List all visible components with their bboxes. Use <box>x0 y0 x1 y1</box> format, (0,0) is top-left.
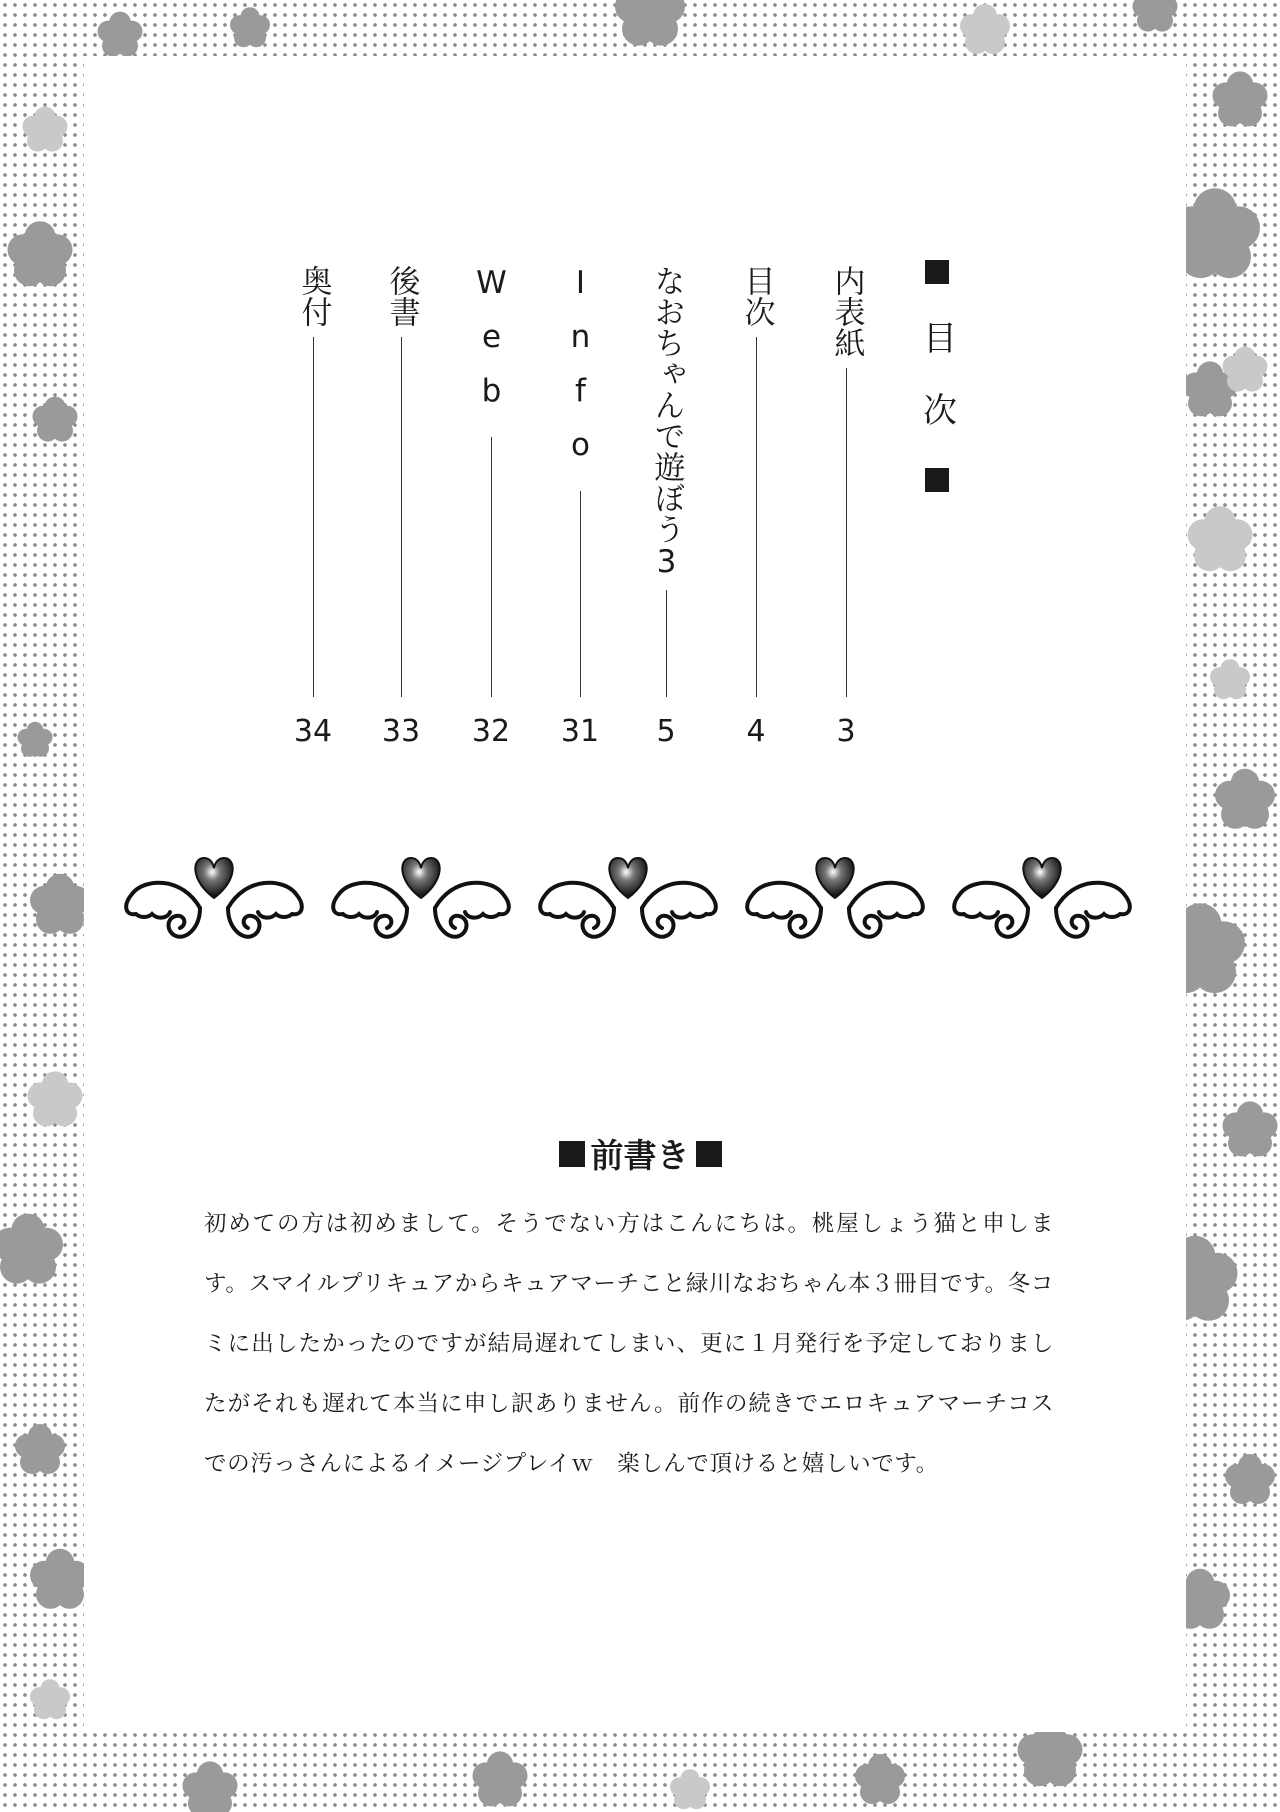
winged-heart-icon <box>534 850 722 950</box>
toc-leader-line <box>313 337 314 697</box>
toc-leader-line <box>401 337 402 697</box>
toc-entry-label: 後書 <box>383 265 420 327</box>
winged-heart-icon <box>120 850 308 950</box>
heading-square-top <box>925 260 949 284</box>
toc-entry-page: 3 <box>836 714 856 749</box>
toc-entry[interactable] <box>640 265 692 747</box>
toc-leader-line <box>756 337 757 697</box>
winged-heart-icon <box>327 850 515 950</box>
heading-square-bottom <box>925 468 949 492</box>
toc-entry-page: 31 <box>560 714 600 749</box>
toc-entry-label: 内表紙 <box>828 265 865 358</box>
winged-heart-icon <box>741 850 929 950</box>
toc-entry-label: Info <box>562 265 599 481</box>
toc-entry[interactable] <box>820 265 872 747</box>
toc-entry-page: 34 <box>293 714 333 749</box>
winged-heart-icon <box>948 850 1136 950</box>
toc-entry-label: 目次 <box>738 265 775 327</box>
foreword-body: 初めての方は初めまして。そうでない方はこんにちは。桃屋しょう猫と申します。スマイルプリキュアからキュアマーチこと緑川なおちゃん本３冊目です。冬コミに出したかったのですが結局遅れてしまい、更に１月発行を予定しておりましたがそれも遅れて本当に申し訳ありません。前作の続きでエロキュアマーチコスでの汚っさんによるイメージプレイｗ 楽しんで頂けると嬉しいです。 <box>204 1211 1054 1477</box>
foreword-title: 前書き <box>590 1136 690 1175</box>
toc-entry-page: 32 <box>471 714 511 749</box>
toc-entry-page: 5 <box>656 714 676 749</box>
toc-entry[interactable] <box>287 265 339 747</box>
toc-leader-line <box>846 368 847 697</box>
foreword-heading <box>0 1130 1280 1177</box>
toc-entry[interactable] <box>730 265 782 747</box>
toc-heading <box>912 260 962 492</box>
toc-entry[interactable] <box>554 265 606 747</box>
winged-heart-row <box>120 850 1136 950</box>
toc-leader-line <box>491 437 492 697</box>
toc-leader-line <box>666 590 667 697</box>
toc-entry-label: Web <box>473 265 510 427</box>
toc-entry-page: 4 <box>746 714 766 749</box>
toc-entry[interactable] <box>465 265 517 747</box>
heading-square-left <box>559 1141 585 1167</box>
toc-entry-page: 33 <box>381 714 421 749</box>
toc-title: 目次 <box>916 320 957 464</box>
toc-leader-line <box>580 491 581 697</box>
toc-entry-label: 奥付 <box>295 265 332 327</box>
heading-square-right <box>696 1141 722 1167</box>
toc-entry[interactable] <box>375 265 427 747</box>
toc-entry-label: なおちゃんで遊ぼう3 <box>648 265 685 580</box>
